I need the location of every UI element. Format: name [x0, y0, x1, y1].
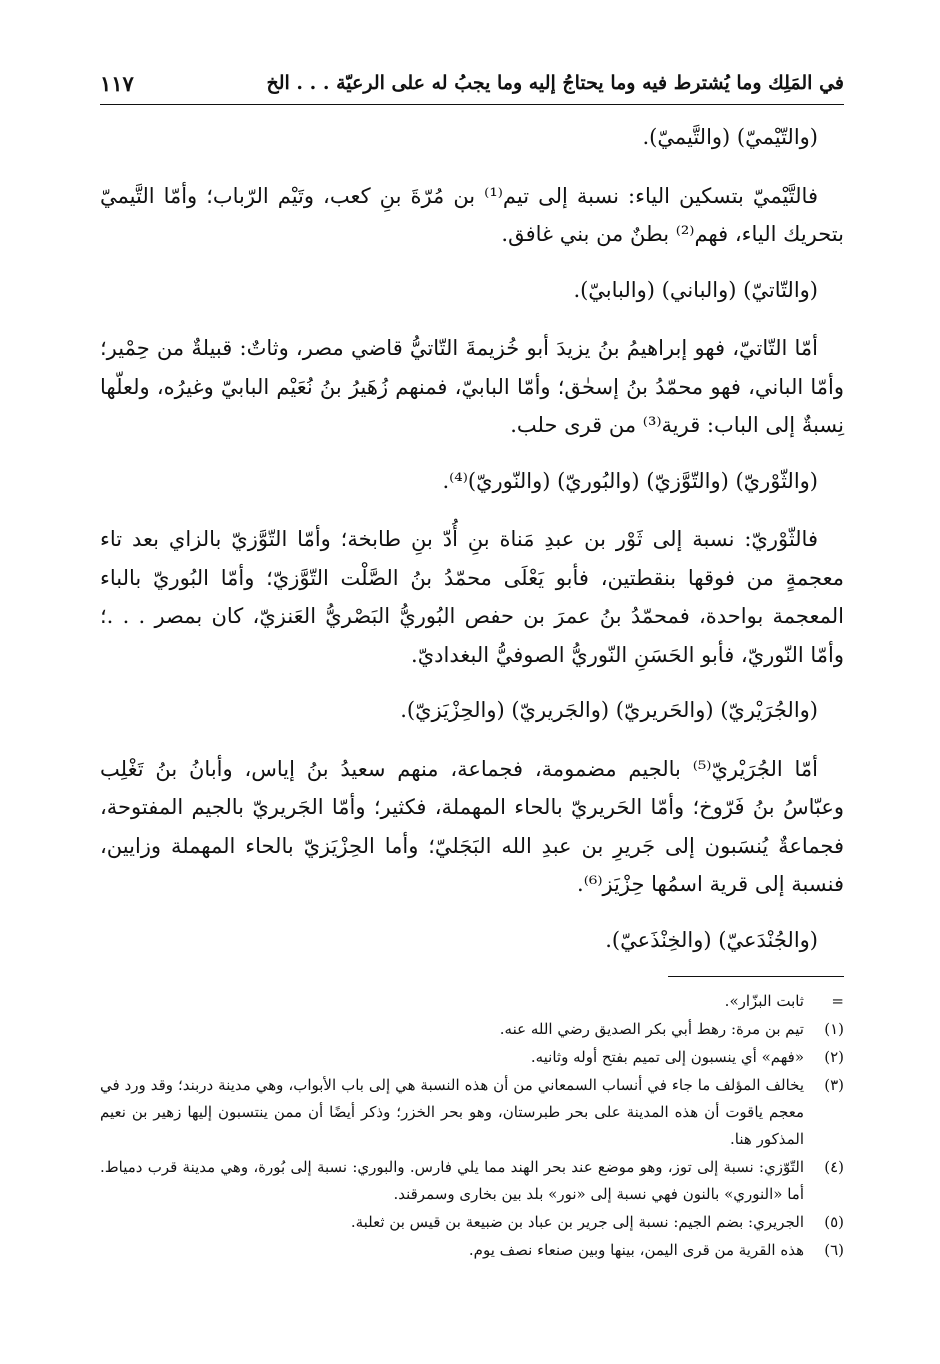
footnote — [100, 988, 844, 1015]
entry-heading: (والجُرَيْريّ) (والحَريريّ) (والجَريريّ) (والحِزْيَزيّ). — [400, 698, 818, 722]
footnote-text: الجريري: بضم الجيم: نسبة إلى جرير بن عباد بن ضبيعة بن قيس بن ثعلبة. — [350, 1213, 804, 1231]
main-text — [100, 118, 844, 979]
footnote — [100, 1237, 844, 1264]
page-number: ١١٧ — [100, 70, 134, 96]
footnote-text: تيم بن مرة: رهط أبي بكر الصديق رضي الله عنه. — [499, 1020, 804, 1038]
footnote-number: (٥) — [824, 1213, 844, 1231]
footnote — [100, 1209, 844, 1236]
footnote-number: (٣) — [824, 1076, 844, 1094]
paragraph: أمّا الجُرَيْريّ⁽⁵⁾ بالجيم مضمومة، فجماعة، منهم سعيدُ بنُ إياس، وأبانُ بنُ تَغْلِب وعبّاسُ بنُ فَرّوخ؛ وأمّا الحَريريّ بالحاء المهملة، فكثير؛ وأمّا الجَريريّ بالجيم المفتوحة، فجماعةٌ يُنسَبون إلى جَريرِ بن عبدِ الله البَجَليّ؛ وأما الحِزْيَزيّ بالحاء المهملة وزايين، فنسبة إلى قرية اسمُها حِزْيَز⁽⁶⁾. — [100, 756, 844, 896]
footnote — [100, 1016, 844, 1043]
page-header — [100, 62, 844, 105]
footnote-number: (٤) — [824, 1158, 844, 1176]
footnote-text: يخالف المؤلف ما جاء في أنساب السمعاني من أن هذه النسبة هي إلى باب الأبواب، وهي مدينة دربند؛ وقد ورد في معجم ياقوت أن هذه المدينة على بحر طبرستان، وهو بحر الخزر؛ وذكر أيضًا أن ممن ينتسبون إليها زهير بن نعيم المذكور هنا. — [100, 1076, 804, 1148]
entry-heading: (والتّاتيّ) (والباني) (والبابيّ). — [573, 277, 818, 302]
footnote-text: ثابت البزّار». — [724, 992, 804, 1010]
footnote-number: (١) — [824, 1020, 844, 1038]
footnote-separator — [668, 976, 844, 977]
footnote-text: «فهم» أي ينسبون إلى تميم بفتح أوله وثانيه. — [530, 1048, 804, 1066]
running-head: في المَلِك وما يُشترط فيه وما يحتاجُ إليه وما يجبُ له على الرعيّة . . . الخ — [266, 72, 844, 94]
paragraph: فالتَّيْميّ بتسكين الياء: نسبة إلى تيم⁽¹⁾ بن مُرّةَ بنِ كعب، وتَيْم الرّباب؛ وأمّا التَّيميّ بتحريك الياء، فهم⁽²⁾ بطنٌ من بني غافق. — [100, 183, 844, 246]
footnote-number: (٢) — [824, 1048, 844, 1066]
footnote-number: (٦) — [824, 1241, 844, 1259]
paragraph: فالثّوْريّ: نسبة إلى ثَوْر بن عبدِ مَناة بنِ أُدّ بنِ طابخة؛ وأمّا التّوَّزيّ بالزاي بعد تاء معجمةٍ من فوقها بنقطتين، فأبو يَعْلَى محمّدُ بنُ الصَّلْت التّوَّزيّ؛ وأمّا البُوريّ بالباء المعجمة بواحدة، فمحمّدُ بنُ عمرَ بن حفص البُوريُّ البَصْريُّ العَنزيّ، كان بمصر . . .؛ وأمّا النّوريّ، فأبو الحَسَنِ النّوريُّ الصوفيُّ البغداديّ. — [100, 527, 844, 667]
entry-heading: (والثّوْريّ) (والتّوَّزيّ) (والبُوريّ) (والنّوريّ)⁽⁴⁾. — [442, 468, 818, 493]
footnote — [100, 1154, 844, 1208]
entry-heading: (والتّيْميّ) (والتَّيميّ). — [642, 125, 818, 149]
footnote-text: التّوّزي: نسبة إلى توز، وهو موضع عند بحر الهند مما يلي فارس. والبوري: نسبة إلى بُورة، وهي مدينة قرب دمياط. أما «النوري» بالنون فهي نسبة إلى «نور» بلد بين بخارى وسمرقند. — [100, 1158, 804, 1203]
footnotes — [100, 988, 844, 1264]
footnote-text: هذه القرية من قرى اليمن، بينها وبين صنعاء نصف يوم. — [468, 1241, 804, 1259]
entry-heading: (والجُنْدَعيّ) (والخِنْذَعيّ). — [605, 927, 818, 952]
footnote-number: = — [831, 992, 844, 1010]
paragraph: أمّا التّاتيّ، فهو إبراهيمُ بنُ يزيدَ أبو خُزيمةَ التّاتيُّ قاضي مصر، وثاتٌ: قبيلةٌ من حِمْير؛ وأمّا الباني، فهو محمّدُ بنُ إسحٰق؛ وأمّا البابيّ، فمنهم زُهَيرُ بنُ نُعَيْم البابيّ وغيرُه، ولعلّها نِسبةٌ إلى الباب: قرية⁽³⁾ من قرى حلب. — [100, 336, 844, 437]
footnote — [100, 1044, 844, 1071]
footnote — [100, 1072, 844, 1153]
